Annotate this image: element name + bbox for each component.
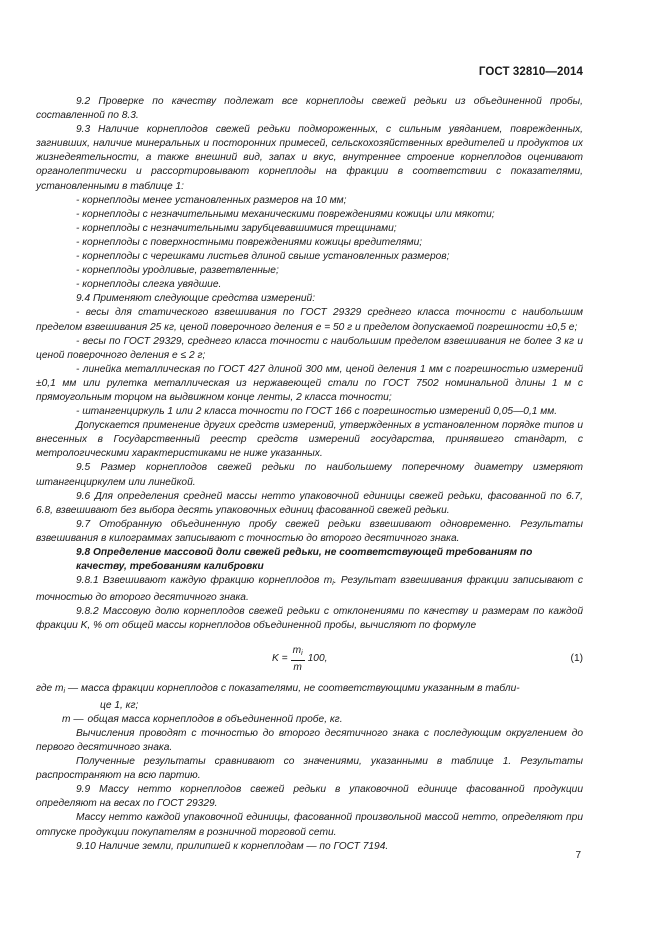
formula-1 — [36, 644, 583, 674]
list-item: - корнеплоды с незначительными механическими повреждениями кожицы или мякоти; — [76, 208, 495, 220]
list-item: - корнеплоды с черешками листьев длиной свыше установленных размеров; — [76, 251, 450, 263]
formula-number: (1) — [570, 652, 583, 664]
section-heading-9-8: 9.8 Определение массовой доли свежей редьки, не соответствующей требованиям по качеству, требованиям калибровки — [76, 547, 533, 573]
page-number: 7 — [575, 850, 581, 861]
list-item: - штангенциркуль 1 или 2 класса точности по ГОСТ 166 с погрешностью измерений 0,05—0,1 мм. — [76, 406, 558, 418]
paragraph-9-2: 9.2 Проверке по качеству подлежат все корнеплоды свежей редьки из объединенной пробы, составленной по 8.3. — [36, 96, 583, 122]
list-item: - весы по ГОСТ 29329, среднего класса точности с наибольшим пределом взвешивания не более 3 кг и ценой поверочного деления е ≤ 2 г; — [36, 335, 583, 361]
formula-definitions — [36, 682, 583, 727]
formula-fraction — [291, 644, 305, 674]
list-item: - корнеплоды уродливые, разветвленные; — [76, 265, 279, 277]
list-item: - корнеплоды с незначительными зарубцевавшимися трещинами; — [76, 222, 397, 234]
definition-m: m — общая масса корнеплодов в объединенной пробе, кг. — [62, 713, 343, 725]
paragraph-9-8-1: 9.8.1 Взвешивают каждую фракцию корнеплодов $m_i$. Результат взвешивания фракции записывают с точностью до второго десятичного знака. — [36, 575, 583, 604]
document-body — [36, 95, 583, 854]
formula-expression — [272, 644, 327, 674]
list-item: - корнеплоды слегка увядшие. — [76, 279, 222, 291]
doc-code-header: ГОСТ 32810—2014 — [478, 66, 583, 78]
formula-numerator: $m_i$ — [291, 644, 305, 661]
paragraph-9-3: 9.3 Наличие корнеплодов свежей редьки подмороженных, с сильным увяданием, поврежденных, загнивших, наличие минеральных и посторонних примесей, сельскохозяйственных вредителей и продуктов их жизнедеятельности, а также внешний вид, запах и вкус, внутреннее строение корнеплодов оценивают органолептически и рассортировывают корнеплоды на фракции в соответствии с показателями, установленными в таблице 1: — [36, 124, 583, 192]
paragraph-9-6: 9.6 Для определения средней массы нетто упаковочной единицы свежей редьки, фасованной по 6.7, 6.8, взвешивают без выбора десять упаковочных единиц фасованной свежей редьки. — [36, 490, 583, 516]
paragraph-9-4-note: Допускается применение других средств измерений, утвержденных в установленном порядке типов и внесенных в Государственный реестр средств измерений государства, принявшего стандарт, с метрологическими характеристиками не ниже указанных. — [36, 420, 583, 460]
definition-mi: где $m_i$ — масса фракции корнеплодов с показателями, не соответствующими указанным в табли- — [36, 682, 520, 695]
list-item: - линейка металлическая по ГОСТ 427 длиной 300 мм, ценой деления 1 мм с погрешностью измерений ±0,1 мм или рулетка металлическая из нержавеющей стали по ГОСТ 7502 номинальной длины 1 м с прямоугольным торцом на выдвижном конце ленты, 2 класса точности; — [36, 363, 583, 403]
paragraph-9-9: 9.9 Массу нетто корнеплодов свежей редьки в упаковочной единице фасованной продукции определяют на весах по ГОСТ 29329. — [36, 784, 583, 810]
paragraph-9-9-note: Массу нетто каждой упаковочной единицы, фасованной произвольной массой нетто, определяют при отпуске продукции покупателям в розничной торговой сети. — [36, 812, 583, 838]
formula-denominator: m — [293, 661, 302, 673]
paragraph-9-4: 9.4 Применяют следующие средства измерений: — [76, 293, 316, 305]
paragraph-9-5: 9.5 Размер корнеплодов свежей редьки по наибольшему поперечному диаметру измеряют штангенциркулем или линейкой. — [36, 462, 583, 488]
formula-lhs: K = — [272, 652, 288, 664]
list-item: - корнеплоды с поверхностными повреждениями кожицы вредителями; — [76, 236, 423, 248]
paragraph-calc-precision: Вычисления проводят с точностью до второго десятичного знака с последующим округлением до первого десятичного знака. — [36, 727, 583, 753]
paragraph-9-10: 9.10 Наличие земли, прилипшей к корнеплодам — по ГОСТ 7194. — [76, 840, 389, 852]
formula-rhs: 100, — [307, 652, 328, 664]
paragraph-9-7: 9.7 Отобранную объединенную пробу свежей редьки взвешивают одновременно. Результаты взвешивания в килограммах записывают с точностью до второго десятичного знака. — [36, 518, 583, 544]
list-item: - весы для статического взвешивания по ГОСТ 29329 среднего класса точности с наибольшим пределом взвешивания 25 кг, ценой поверочного деления е = 50 г и пределом допускаемой погрешности ±0,5 е; — [36, 307, 583, 333]
definition-mi-continued: це 1, кг; — [100, 699, 139, 711]
paragraph-calc-compare: Полученные результаты сравнивают со значениями, указанными в таблице 1. Результаты распространяют на всю партию. — [36, 756, 583, 782]
paragraph-9-8-2: 9.8.2 Массовую долю корнеплодов свежей редьки с отклонениями по качеству и размерам по каждой фракции K, % от общей массы корнеплодов объединенной пробы, вычисляют по формуле — [36, 606, 583, 632]
list-item: - корнеплоды менее установленных размеров на 10 мм; — [76, 194, 347, 206]
